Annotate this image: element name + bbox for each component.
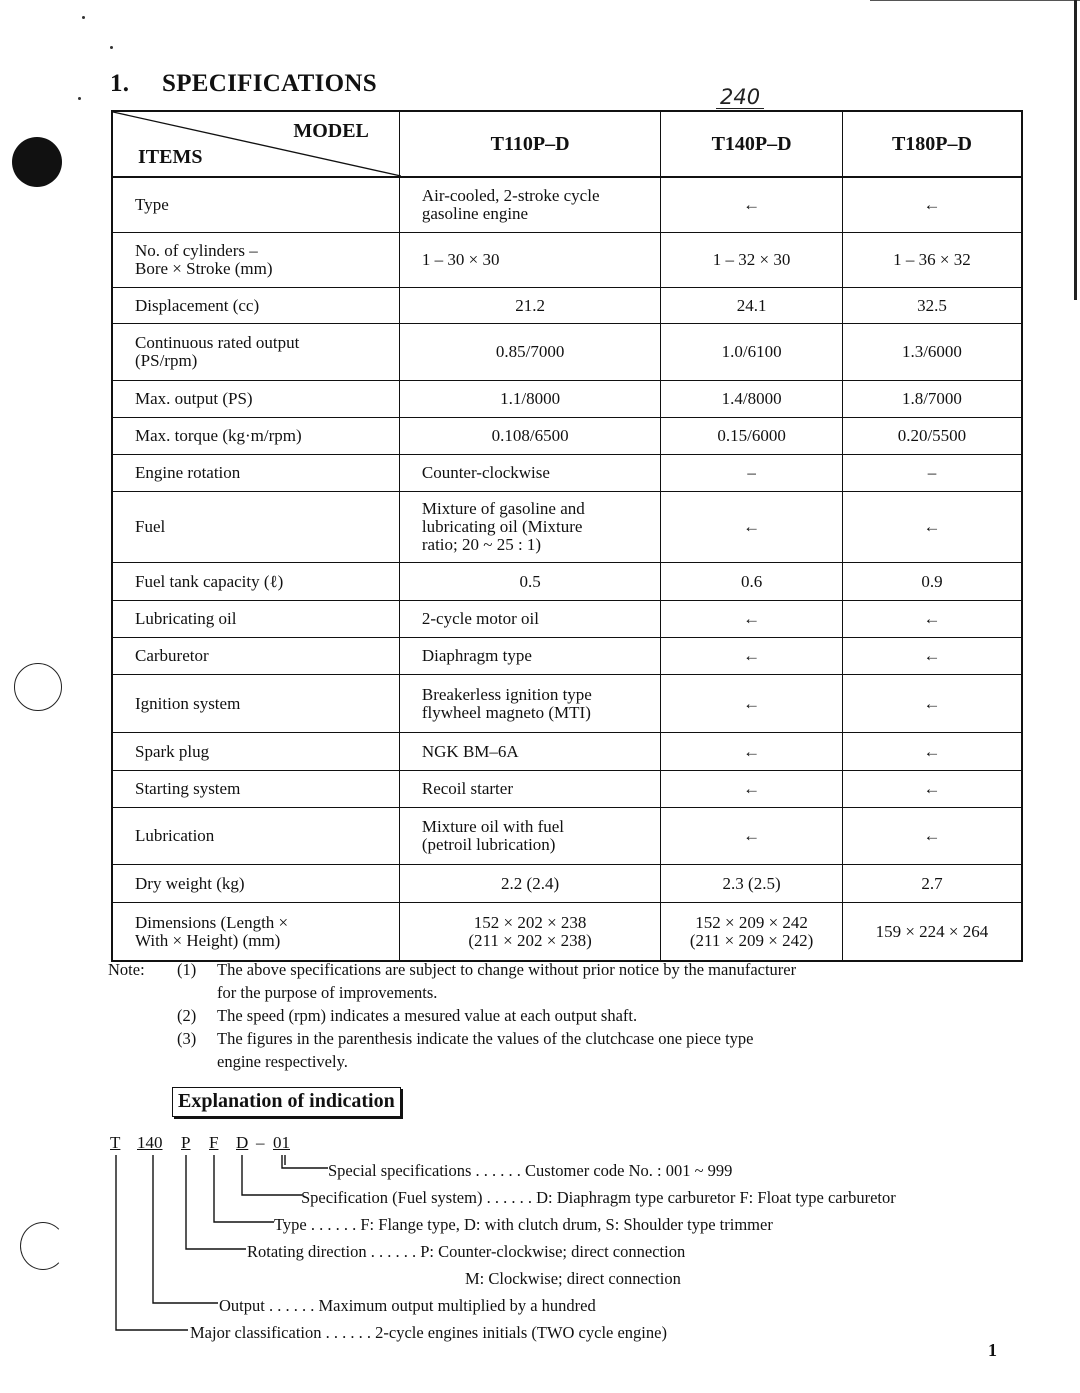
row-value-t180p-d	[842, 418, 1022, 455]
code-part-dash: –	[256, 1133, 265, 1152]
row-value-t140p-d	[661, 381, 843, 418]
row-item-label	[112, 492, 399, 563]
row-item-label	[112, 675, 399, 733]
punch-hole-icon	[12, 137, 62, 187]
cell-line: 1.8/7000	[901, 389, 962, 408]
row-value-t180p-d	[842, 675, 1022, 733]
row-value-t110p-d	[399, 381, 660, 418]
cell-line: Dimensions (Length ×	[135, 912, 289, 932]
note-text: The figures in the parenthesis indicate the values of the clutchcase one piece type	[217, 1029, 754, 1048]
cell-line: 2.2 (2.4)	[501, 873, 560, 893]
row-item-label	[112, 563, 399, 601]
code-part-01: 01	[273, 1133, 290, 1152]
model-header-t140p-d: T140P–D	[661, 111, 843, 177]
cell-line: 0.9	[921, 571, 943, 591]
row-value-t110p-d	[399, 771, 660, 808]
note-number: (3)	[177, 1029, 197, 1048]
table-row	[112, 324, 1022, 381]
table-row	[112, 808, 1022, 865]
cell-line: Air-cooled, 2-stroke cycle	[421, 186, 600, 205]
row-item-label	[112, 808, 399, 865]
cell-line: ←	[743, 693, 761, 713]
row-item-label	[112, 601, 399, 638]
section-number: 1.	[110, 70, 130, 97]
cell-line: ←	[923, 693, 941, 713]
row-value-t180p-d	[842, 492, 1022, 563]
cell-line: Bore × Stroke (mm)	[135, 259, 273, 278]
cell-line: 1.0/6100	[721, 342, 782, 361]
section-heading	[110, 70, 377, 98]
row-value-t110p-d	[399, 563, 660, 601]
scan-edge-line	[870, 0, 1080, 1]
cell-line: Lubrication	[135, 826, 215, 845]
row-value-t140p-d	[661, 808, 843, 865]
table-header-row	[112, 111, 1022, 177]
row-value-t110p-d	[399, 288, 660, 324]
cell-line: 24.1	[736, 295, 767, 315]
note-text: for the purpose of improvements.	[217, 983, 438, 1002]
punch-hole-icon	[20, 1222, 66, 1270]
row-value-t140p-d	[661, 675, 843, 733]
legend-clockwise: M: Clockwise; direct connection	[465, 1269, 681, 1288]
code-part-f: F	[209, 1133, 219, 1152]
row-item-label	[112, 903, 399, 962]
row-value-t140p-d	[661, 865, 843, 903]
cell-line: Mixture of gasoline and	[421, 499, 585, 518]
cell-line: Max. torque (kg·m/rpm)	[135, 426, 302, 445]
cell-line: 1 – 32 × 30	[712, 250, 791, 269]
row-value-t110p-d	[399, 233, 660, 288]
row-value-t180p-d	[842, 233, 1022, 288]
cell-line: 1.1/8000	[500, 389, 561, 408]
scan-speck	[78, 97, 81, 100]
model-header-t180p-d: T180P–D	[842, 111, 1022, 177]
row-value-t110p-d	[399, 177, 660, 233]
note-label: Note:	[108, 960, 145, 979]
code-part-140: 140	[137, 1133, 163, 1152]
cell-line: Recoil starter	[421, 779, 513, 798]
row-value-t110p-d	[399, 808, 660, 865]
row-value-t180p-d	[842, 455, 1022, 492]
cell-line: 159 × 224 × 264	[875, 921, 989, 941]
cell-line: Spark plug	[135, 741, 210, 761]
row-item-label	[112, 381, 399, 418]
cell-line: ←	[923, 517, 941, 536]
cell-line: gasoline engine	[421, 204, 529, 223]
row-item-label	[112, 233, 399, 288]
cell-line: ←	[923, 195, 941, 214]
cell-line: ←	[923, 826, 941, 845]
row-value-t140p-d	[661, 733, 843, 771]
cell-line: Type	[135, 195, 169, 214]
cell-line: Engine rotation	[135, 463, 241, 482]
explanation-title: Explanation of indication	[172, 1087, 401, 1117]
row-value-t140p-d	[661, 455, 843, 492]
cell-line: (petroil lubrication)	[421, 835, 556, 854]
row-value-t180p-d	[842, 324, 1022, 381]
legend-output: Output . . . . . . Maximum output multiplied by a hundred	[219, 1296, 596, 1315]
row-value-t110p-d	[399, 418, 660, 455]
table-row	[112, 601, 1022, 638]
row-item-label	[112, 865, 399, 903]
cell-line: NGK BM–6A	[421, 741, 519, 761]
cell-line: ratio; 20 ~ 25 : 1)	[421, 535, 542, 554]
row-item-label	[112, 638, 399, 675]
cell-line: 1.3/6000	[901, 342, 962, 361]
cell-line: Counter-clockwise	[421, 463, 550, 482]
cell-line: ←	[743, 195, 761, 214]
note-number: (1)	[177, 960, 197, 979]
cell-line: ←	[743, 646, 761, 665]
row-value-t140p-d	[661, 638, 843, 675]
row-item-label	[112, 733, 399, 771]
cell-line: 0.15/6000	[717, 426, 786, 445]
note-text: The above specifications are subject to change without prior notice by the manufacturer	[217, 960, 797, 979]
row-value-t180p-d	[842, 288, 1022, 324]
cell-line: (211 × 209 × 242)	[689, 930, 814, 950]
specifications-table	[111, 110, 1023, 962]
row-item-label	[112, 324, 399, 381]
row-value-t180p-d	[842, 563, 1022, 601]
row-value-t140p-d	[661, 492, 843, 563]
row-value-t110p-d	[399, 324, 660, 381]
legend-major-classification: Major classification . . . . . . 2-cycle engines initials (TWO cycle engine)	[190, 1323, 667, 1342]
legend-fuel-system: Specification (Fuel system) . . . . . . D: Diaphragm type carburetor F: Float type carburetor	[301, 1188, 896, 1207]
cell-line: With × Height) (mm)	[135, 930, 281, 950]
row-value-t110p-d	[399, 601, 660, 638]
row-value-t140p-d	[661, 601, 843, 638]
row-value-t110p-d	[399, 903, 660, 962]
row-value-t180p-d	[842, 177, 1022, 233]
table-row	[112, 177, 1022, 233]
row-value-t110p-d	[399, 675, 660, 733]
row-value-t180p-d	[842, 903, 1022, 962]
table-row	[112, 771, 1022, 808]
row-value-t140p-d	[661, 771, 843, 808]
cell-line: Starting system	[135, 779, 241, 798]
punch-hole-icon	[14, 663, 62, 711]
model-header-t110p-d: T110P–D	[399, 111, 660, 177]
cell-line: 0.6	[740, 571, 763, 591]
cell-line: Diaphragm type	[421, 646, 532, 665]
cell-line: 0.5	[519, 571, 541, 591]
row-value-t180p-d	[842, 865, 1022, 903]
note-text: engine respectively.	[217, 1052, 348, 1071]
cell-line: 1 – 36 × 32	[893, 250, 971, 269]
cell-line: ←	[923, 779, 941, 798]
row-value-t110p-d	[399, 455, 660, 492]
cell-line: Dry weight (kg)	[135, 873, 245, 893]
row-value-t180p-d	[842, 733, 1022, 771]
cell-line: Mixture oil with fuel	[421, 817, 564, 836]
row-value-t140p-d	[661, 324, 843, 381]
row-value-t180p-d	[842, 638, 1022, 675]
row-value-t180p-d	[842, 381, 1022, 418]
row-value-t180p-d	[842, 601, 1022, 638]
corner-model-label: MODEL	[293, 120, 369, 142]
cell-line: –	[927, 463, 937, 482]
note-number: (2)	[177, 1006, 197, 1025]
row-value-t140p-d	[661, 288, 843, 324]
code-part-p: P	[181, 1133, 191, 1152]
code-part-t: T	[110, 1133, 121, 1152]
row-item-label	[112, 177, 399, 233]
row-value-t180p-d	[842, 808, 1022, 865]
cell-line: Continuous rated output	[135, 333, 300, 352]
cell-line: 152 × 209 × 242	[695, 912, 808, 932]
row-value-t110p-d	[399, 492, 660, 563]
scan-edge-shadow	[1074, 0, 1077, 300]
legend-type: Type . . . . . . F: Flange type, D: with clutch drum, S: Shoulder type trimmer	[274, 1215, 773, 1234]
row-item-label	[112, 288, 399, 324]
table-row	[112, 563, 1022, 601]
cell-line: lubricating oil (Mixture	[421, 517, 583, 536]
table-row	[112, 455, 1022, 492]
cell-line: (PS/rpm)	[135, 351, 198, 370]
cell-line: –	[747, 463, 756, 482]
table-row	[112, 865, 1022, 903]
cell-line: Fuel	[135, 517, 166, 536]
cell-line: Fuel tank capacity (ℓ)	[135, 571, 284, 591]
cell-line: ←	[743, 517, 761, 536]
cell-line: Breakerless ignition type	[421, 684, 592, 704]
table-row	[112, 233, 1022, 288]
corner-items-label: ITEMS	[138, 146, 203, 168]
cell-line: Lubricating oil	[135, 609, 237, 628]
cell-line: 0.108/6500	[491, 426, 569, 445]
cell-line: ←	[743, 741, 761, 761]
cell-line: 32.5	[917, 295, 947, 315]
row-value-t140p-d	[661, 418, 843, 455]
cell-line: 2.3 (2.5)	[722, 873, 781, 893]
table-row	[112, 675, 1022, 733]
row-value-t140p-d	[661, 177, 843, 233]
row-value-t110p-d	[399, 638, 660, 675]
cell-line: flywheel magneto (MTI)	[421, 702, 591, 722]
cell-line: 0.85/7000	[495, 342, 565, 361]
cell-line: 0.20/5500	[897, 426, 967, 445]
table-row	[112, 492, 1022, 563]
cell-line: Ignition system	[135, 693, 241, 713]
cell-line: ←	[923, 646, 941, 665]
section-title: SPECIFICATIONS	[162, 70, 377, 97]
row-value-t140p-d	[661, 233, 843, 288]
scan-speck	[82, 16, 85, 19]
page-number: 1	[988, 1340, 997, 1360]
row-value-t110p-d	[399, 865, 660, 903]
cell-line: No. of cylinders –	[135, 241, 258, 260]
table-row	[112, 288, 1022, 324]
cell-line: ←	[923, 741, 941, 761]
table-row	[112, 733, 1022, 771]
row-value-t140p-d	[661, 563, 843, 601]
code-part-d: D	[236, 1133, 249, 1152]
table-row	[112, 638, 1022, 675]
handwritten-note: 240	[716, 86, 764, 109]
cell-line: Displacement (cc)	[135, 295, 260, 315]
legend-special-specifications: Special specifications . . . . . . Customer code No. : 001 ~ 999	[328, 1161, 733, 1180]
row-value-t140p-d	[661, 903, 843, 962]
cell-line: ←	[743, 609, 761, 628]
cell-line: ←	[743, 826, 761, 845]
cell-line: 1 – 30 × 30	[421, 250, 500, 269]
table-row	[112, 903, 1022, 962]
cell-line: 1.4/8000	[721, 389, 782, 408]
cell-line: ←	[743, 779, 761, 798]
cell-line: Max. output (PS)	[135, 389, 253, 408]
row-item-label	[112, 418, 399, 455]
row-value-t180p-d	[842, 771, 1022, 808]
table-row	[112, 418, 1022, 455]
note-text: The speed (rpm) indicates a mesured value at each output shaft.	[217, 1006, 638, 1025]
row-value-t110p-d	[399, 733, 660, 771]
row-item-label	[112, 455, 399, 492]
cell-line: (211 × 202 × 238)	[468, 930, 592, 950]
corner-header-cell	[112, 111, 399, 177]
row-item-label	[112, 771, 399, 808]
table-row	[112, 381, 1022, 418]
cell-line: ←	[923, 609, 941, 628]
legend-rotating-direction: Rotating direction . . . . . . P: Counter-clockwise; direct connection	[247, 1242, 686, 1261]
cell-line: 152 × 202 × 238	[473, 912, 587, 932]
cell-line: 2.7	[921, 873, 943, 893]
cell-line: 2-cycle motor oil	[421, 609, 539, 628]
cell-line: Carburetor	[135, 646, 209, 665]
cell-line: 21.2	[515, 295, 545, 315]
scan-speck	[110, 46, 113, 49]
